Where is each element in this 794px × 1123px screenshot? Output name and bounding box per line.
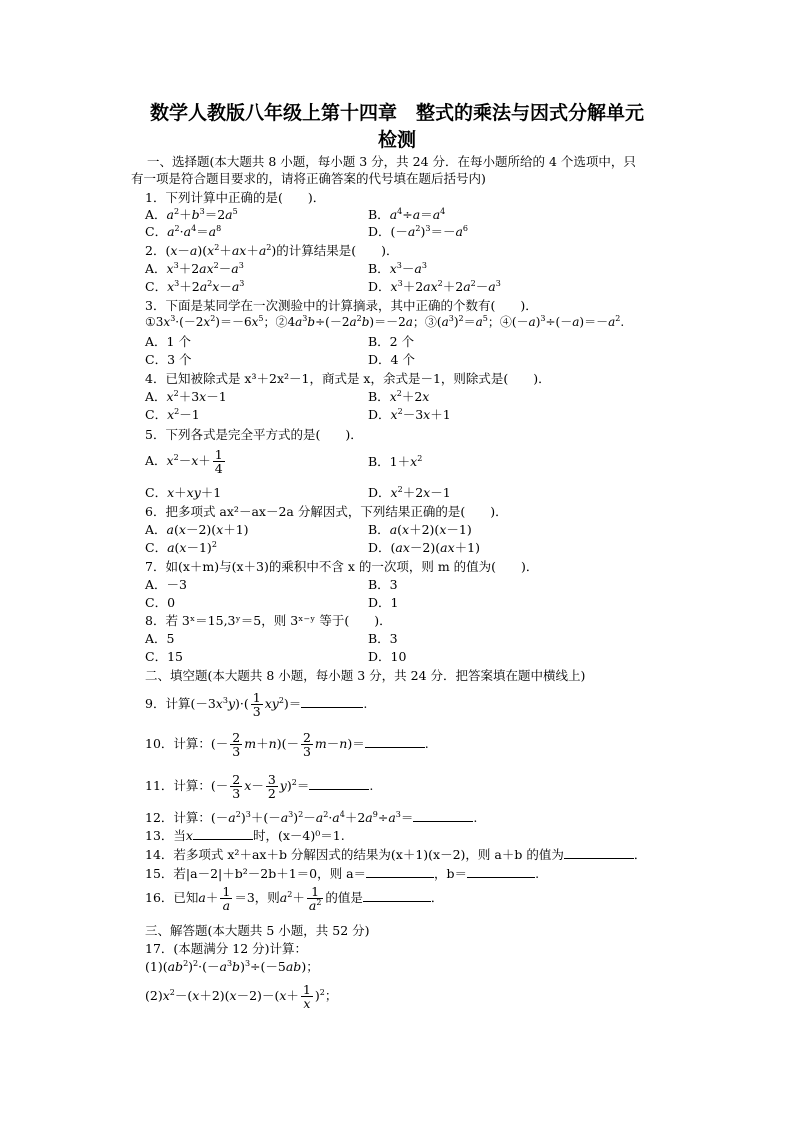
q3-stem: 3．下面是某同学在一次测验中的计算摘录，其中正确的个数有( )．: [145, 298, 538, 313]
q2-stem-tail: 的计算结果是( )．: [276, 243, 399, 258]
section1-heading: 一、选择题(本大题共 8 小题，每小题 3 分，共 24 分．在每小题所给的 4 个选项中，只: [147, 154, 636, 169]
q7-option-d: D．1: [368, 595, 399, 610]
q15-text: 15．若|a－2|＋b²－2b＋1＝0，则 a＝: [145, 866, 367, 881]
q11: 11．计算：(－ $\frac{2}{3}$ x－ $\frac{3}{2}$ y)$^2$＝ .: [145, 772, 374, 801]
q7-option-a: A．－3: [145, 577, 187, 592]
q8-option-b: B．3: [368, 631, 398, 646]
q14: 14．若多项式 x²＋ax＋b 分解因式的结果为(x＋1)(x－2)，则 a＋b 的值为 ．: [145, 847, 647, 862]
q12-label: 12．计算：: [145, 810, 211, 825]
q10: 10．计算：(－ $\frac{2}{3}$ m＋n)(－ $\frac{2}{3}$ m－n)＝ .: [145, 730, 429, 759]
q1-option-b: B．$a^4\div a=a^4$: [368, 207, 446, 222]
q5-option-d: D．$x^2+2x-1$: [368, 485, 451, 500]
section2-heading: 二、填空题(本大题共 8 小题，每小题 3 分，共 24 分．把答案填在题中横线上): [145, 668, 586, 683]
q16-answer-blank[interactable]: [363, 889, 431, 902]
q6-stem: 6．把多项式 ax²－ax－2a 分解因式，下列结果正确的是( )．: [145, 504, 508, 519]
q12: 12．计算：$(-a^2)^3+(-a^3)^2-a^2\cdot a^4+2a^9\div a^3=$ .: [145, 810, 478, 825]
q7-stem: 7．如(x＋m)与(x＋3)的乘积中不含 x 的一次项，则 m 的值为( )．: [145, 559, 539, 574]
q15: 15．若|a－2|＋b²－2b＋1＝0，则 a＝ ，b＝ .: [145, 866, 540, 881]
q4-stem: 4．已知被除式是 x³＋2x²－1，商式是 x，余式是－1，则除式是( )．: [145, 371, 551, 386]
q3-items: $①3x^3\cdot(-2x^2)=-6x^5$；$②4a^3b\div(-2a^2b)=-2a$；$③(a^3)^2=a^5$；$④(-a)^3\div(-a)=-a^2$.: [145, 314, 625, 329]
q16-tail: 的值是: [325, 890, 363, 905]
q4-option-a: A．$x^2+3x-1$: [145, 389, 227, 404]
q10-answer-blank[interactable]: [365, 735, 425, 748]
q8-option-c: C．15: [145, 649, 183, 664]
q16-mid: ，则: [254, 890, 280, 905]
q5-option-a: A．$x^2-x+$ $\frac{1}{4}$: [145, 447, 223, 476]
q17-stem: 17．(本题满分 12 分)计算：: [145, 941, 308, 956]
q4-option-d: D．$x^2-3x+1$: [368, 407, 451, 422]
q15-b-blank[interactable]: [467, 865, 535, 878]
q7-option-c: C．0: [145, 595, 176, 610]
q16-label: 16．已知: [145, 890, 199, 905]
q13-mid: 时，(x－4)⁰＝1.: [252, 828, 345, 843]
q8-option-d: D．10: [368, 649, 407, 664]
q5-option-b: B．$1+x^2$: [368, 454, 423, 469]
q1-option-a: A．$a^2+b^3=2a^5$: [145, 207, 238, 222]
q17-part2: $(2)x^2-(x+2)(x-2)-(x+$ $\frac{1}{x}$ )$^2$；: [145, 982, 338, 1011]
q1-option-c: C．$a^2\cdot a^4=a^8$: [145, 224, 222, 239]
q4-option-c: C．$x^2-1$: [145, 407, 200, 422]
q2-option-a: A．$x^3+2ax^2-a^3$: [145, 261, 244, 276]
q12-answer-blank[interactable]: [413, 809, 473, 822]
q5-option-c: C．x＋xy＋1: [145, 485, 222, 500]
q2-option-c: C．$x^3+2a^2x-a^3$: [145, 279, 245, 294]
q15-b: ，b＝: [434, 866, 468, 881]
page-title-cont: 检测: [377, 129, 416, 151]
q14-answer-blank[interactable]: [564, 846, 634, 859]
section1-heading-cont: 有一项是符合题目要求的，请将正确答案的代号填在题后括号内): [131, 171, 486, 186]
q3-option-d: D．4 个: [368, 352, 415, 367]
q13: 13．当x 时，(x－4)⁰＝1.: [145, 828, 345, 843]
q17-part1: $(1)(ab^2)^2\cdot(-a^3b)^3\div(-5ab)$；: [145, 959, 319, 974]
page-title: 数学人教版八年级上第十四章 整式的乘法与因式分解单元: [149, 102, 644, 124]
q4-option-b: B．$x^2+2x$: [368, 389, 430, 404]
q8-stem: 8．若 3ˣ＝15,3ʸ＝5，则 3ˣ⁻ʸ 等于( )．: [145, 613, 392, 628]
q5-stem: 5．下列各式是完全平方式的是( )．: [145, 427, 363, 442]
q14-text: 14．若多项式 x²＋ax＋b 分解因式的结果为(x＋1)(x－2)，则 a＋b 的值为: [145, 847, 564, 862]
q3-option-b: B．2 个: [368, 334, 415, 349]
q2-option-b: B．$x^3-a^3$: [368, 261, 427, 276]
q15-a-blank[interactable]: [366, 865, 434, 878]
q6-option-d: D．(ax－2)(ax＋1): [368, 540, 480, 555]
q9-answer-blank[interactable]: [301, 695, 363, 708]
q6-option-c: C．$a(x-1)^2$: [145, 540, 217, 555]
q3-option-c: C．3 个: [145, 352, 192, 367]
q2-option-d: D．$x^3+2ax^2+2a^2-a^3$: [368, 279, 501, 294]
q3-option-a: A．1 个: [145, 334, 191, 349]
q10-label: 10．计算：: [145, 736, 211, 751]
q1-option-d: D．$(-a^2)^3=-a^6$: [368, 224, 468, 239]
q16: 16．已知a＋ $\frac{1}{a}$ ＝3，则$a^2+$ $\frac{1}{a^2}$ 的值是 ．: [145, 884, 444, 913]
q11-answer-blank[interactable]: [309, 777, 369, 790]
q9: 9．计算$(-3x^3y)\cdot$( $\frac{1}{3}$ $xy^2)=$ .: [145, 690, 368, 719]
q13-answer-blank[interactable]: [193, 827, 253, 840]
q6-option-a: A．a(x－2)(x＋1): [145, 522, 249, 537]
q8-option-a: A．5: [145, 631, 175, 646]
q6-option-b: B．a(x＋2)(x－1): [368, 522, 472, 537]
q1-stem: 1．下列计算中正确的是( )．: [145, 190, 326, 205]
q2-stem: 2．$(x-a)(x^2+ax+a^2)$的计算结果是( )．: [145, 243, 399, 258]
q13-label: 13．当: [145, 828, 186, 843]
section3-heading: 三、解答题(本大题共 5 小题，共 52 分): [145, 923, 370, 938]
q7-option-b: B．3: [368, 577, 398, 592]
q11-label: 11．计算：: [145, 778, 211, 793]
q9-label: 9．计算: [145, 696, 191, 711]
